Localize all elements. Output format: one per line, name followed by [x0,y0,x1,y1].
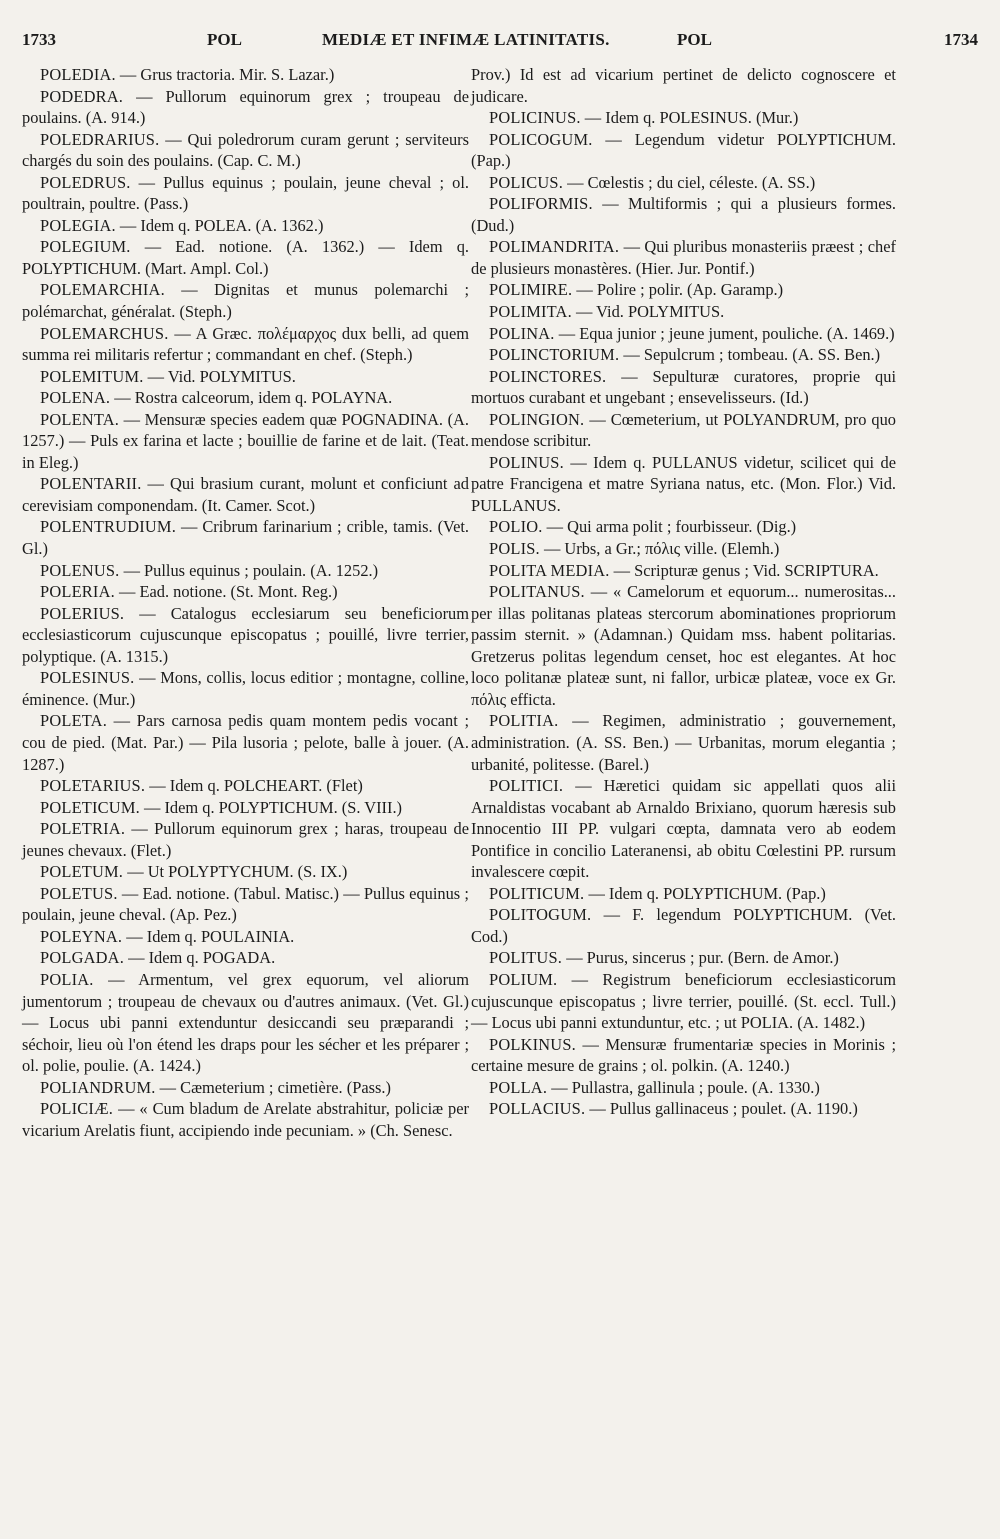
dictionary-entry [22,172,469,215]
dictionary-entry [22,516,469,559]
entry-definition: — Mons, collis, locus editior ; montagne, colline, éminence. (Mur.) [22,668,469,709]
entry-definition: — Pars carnosa pedis quam montem pedis vocant ; cou de pied. (Mat. Par.) — Pila lusoria ; pelote, balle à jouer. (A. 1287.) [22,711,469,774]
entry-definition: — Pullorum equinorum grex ; troupeau de poulains. (A. 914.) [22,86,469,128]
dictionary-entry [22,667,469,710]
left-guide-word: POL [207,30,242,49]
entry-definition: — Qui poledrorum curam gerunt ; serviteurs chargés du soin des poulains. (Cap. C. M.) [22,129,469,171]
dictionary-entry [471,366,896,409]
entry-headword: POLIS. [489,539,540,559]
entry-headword: POLITICUM. [489,883,585,903]
entry-definition: — Idem q. PULLANUS videtur, scilicet qui de patre Francigena et matre Syriana natus, etc. (Mon. Flor.) Vid. PULLANUS. [471,452,896,515]
entry-definition: — Qui arma polit ; fourbisseur. (Dig.) [542,517,797,537]
entry-headword: POLIO. [489,517,543,537]
entry-headword: POLICIÆ. [40,1099,114,1119]
dictionary-entry [22,861,469,883]
entry-definition: — Idem q. POLCHEART. (Flet) [145,776,363,796]
entry-headword: POLKINUS. [489,1034,576,1054]
entry-definition: — Ead. notione. (A. 1362.) — Idem q. POLYPTICHUM. (Mart. Ampl. Col.) [22,237,469,278]
dictionary-entry [22,236,469,279]
entry-definition: — Cribrum farinarium ; crible, tamis. (Vet. Gl.) [22,517,469,559]
entry-definition: — Catalogus ecclesiarum seu beneficiorum ecclesiasticorum cujuscunque episcopatus ; pouillé, livre terrier, polyptique. (A. 1315.) [22,603,469,666]
entry-definition: — Idem q. POLYPTICHUM. (Pap.) [584,883,826,903]
entry-definition: — Urbs, a Gr.; πόλις ville. (Elemh.) [539,539,780,559]
dictionary-entry [471,775,896,883]
running-header [22,30,978,58]
left-column [22,64,469,1141]
dictionary-entry [22,1098,469,1141]
dictionary-entry [471,107,896,129]
dictionary-entry [22,560,469,582]
dictionary-entry [22,387,469,409]
entry-definition: — Dignitas et munus polemarchi ; polémarchat, généralat. (Steph.) [22,280,469,322]
dictionary-entry [22,86,469,129]
left-column-number: 1733 [22,30,56,49]
entry-headword: POLENTA. [40,409,120,429]
dictionary-entry [22,797,469,819]
dictionary-entry [22,323,469,366]
entry-definition: — Cæmeterium ; cimetière. (Pass.) [155,1077,391,1097]
entry-definition: — F. legendum POLYPTICHUM. (Vet. Cod.) [471,905,896,946]
dictionary-entry [22,775,469,797]
entry-definition: — Pullus equinus ; poulain. (A. 1252.) [119,560,379,580]
entry-definition: — A Græc. πολέμαρχος dux belli, ad quem summa rei militaris refertur ; commandant en chef. (Steph.) [22,323,469,365]
dictionary-entry [471,1034,896,1077]
dictionary-entry [471,947,896,969]
dictionary-entry [471,409,896,452]
right-guide-word: POL [677,30,712,49]
entry-headword: POLENA. [40,388,111,408]
entry-headword: POLENTRUDIUM. [40,517,176,537]
entry-definition: — Pullus gallinaceus ; poulet. (A. 1190.) [585,1099,858,1119]
entry-definition: — Multiformis ; qui a plusieurs formes. (Dud.) [471,194,896,235]
dictionary-entry [471,883,896,905]
entry-headword: POLIFORMIS. [489,194,593,214]
dictionary-entry [22,926,469,948]
right-column [471,64,896,1120]
dictionary-entry [471,172,896,194]
dictionary-entry [471,64,896,107]
dictionary-entry [471,129,896,172]
entry-definition: — Qui pluribus monasteriis præest ; chef de plusieurs monastères. (Hier. Jur. Pontif.) [471,237,896,278]
entry-headword: POLICOGUM. [489,129,593,149]
entry-definition: — Registrum beneficiorum ecclesiasticorum cujuscunque episcopatus ; livre terrier, pouillé. (St. eccl. Tull.) — Locus ubi panni extunduntur, etc. ; ut POLIA. (A. 1482.) [471,969,896,1033]
entry-definition: — Pullus equinus ; poulain, jeune cheval ; ol. poultrain, poultre. (Pass.) [22,172,469,214]
entry-definition: — Idem q. POULAINIA. [122,926,295,946]
entry-definition: — Armentum, vel grex equorum, vel aliorum jumentorum ; troupeau de chevaux ou d'autres animaux. (Vet. Gl.) — Locus ubi panni extenduntur desiccandi seu præparandi ; séchoir, lieu où l'on étend les draps pour les sécher et les préparer ; ol. polie, poulie. (A. 1424.) [22,969,469,1076]
dictionary-entry [471,904,896,947]
entry-headword: POLITUS. [489,948,563,968]
dictionary-entry [471,193,896,236]
entry-headword: POLINCTORES. [489,366,607,386]
dictionary-entry [22,883,469,926]
entry-definition: — Equa junior ; jeune jument, pouliche. (A. 1469.) [554,323,895,343]
entry-definition: — Vid. POLYMITUS. [571,302,725,322]
dictionary-entry [471,969,896,1034]
entry-definition: — Rostra calceorum, idem q. POLAYNA. [110,388,393,408]
entry-headword: PODEDRA. [40,86,124,106]
dictionary-entry [471,301,896,323]
entry-headword: POLETRIA. [40,819,126,839]
entry-definition: — Regimen, administratio ; gouvernement, administration. (A. SS. Ben.) — Urbanitas, morum elegantia ; urbanité, politesse. (Barel.) [471,711,896,774]
entry-headword: POLIMIRE. [489,280,573,300]
dictionary-entry [22,473,469,516]
entry-headword: POLENTARII. [40,474,142,494]
entry-definition: — Idem q. POGADA. [124,948,276,968]
entry-headword: POLIA. [40,969,94,989]
entry-definition: — Hæretici quidam sic appellati quos alii Arnaldistas vocabant ab Arnaldo Brixiano, quorum hæresis sub Innocentio III PP. vulgari cœpta, damnata vero ab eodem Pontifice in concilio Lateranensi, ab obitu Cœlestini PP. rursum invalescere cœpit. [471,776,896,882]
entry-headword: POLERIUS. [40,603,125,623]
dictionary-entry [471,710,896,775]
entry-headword: POLITA MEDIA. [489,560,610,580]
dictionary-entry [22,279,469,322]
entry-headword: POLINGION. [489,409,585,429]
entry-headword: POLEMITUM. [40,366,144,386]
entry-headword: POLETA. [40,711,108,731]
dictionary-entry [22,603,469,668]
entry-headword: POLEMARCHUS. [40,323,169,343]
entry-definition: — Cœlestis ; du ciel, céleste. (A. SS.) [563,172,816,192]
dictionary-entry [471,279,896,301]
entry-headword: POLITANUS. [489,582,585,602]
entry-definition: — Sepulcrum ; tombeau. (A. SS. Ben.) [619,345,881,365]
dictionary-entry [471,344,896,366]
entry-headword: POLLA. [489,1077,548,1097]
entry-headword: POLETARIUS. [40,776,146,796]
entry-headword: POLLACIUS. [489,1099,586,1119]
entry-headword: POLIMITA. [489,302,572,322]
dictionary-entry [22,366,469,388]
entry-definition: — Idem q. POLEA. (A. 1362.) [115,215,324,235]
entry-definition: — Pullastra, gallinula ; poule. (A. 1330.) [547,1077,820,1097]
entry-definition: — Mensuræ frumentariæ species in Morinis ; certaine mesure de grains ; ol. polkin. (A. 1240.) [471,1034,896,1076]
page-title: MEDIÆ ET INFIMÆ LATINITATIS. [322,30,610,49]
dictionary-entry [471,516,896,538]
dictionary-entry [471,1077,896,1099]
entry-headword: POLINA. [489,323,555,343]
entry-headword: POLETUM. [40,862,124,882]
dictionary-entry [22,969,469,1077]
dictionary-entry [22,64,469,86]
entry-definition: — Grus tractoria. Mir. S. Lazar.) [115,65,335,84]
dictionary-entry [22,710,469,775]
entry-headword: POLEDIA. [40,65,116,84]
entry-headword: POLICUS. [489,172,564,192]
entry-headword: POLITIA. [489,711,559,731]
entry-definition: — Purus, sincerus ; pur. (Bern. de Amor.) [562,948,839,968]
entry-definition: — « Camelorum et equorum... numerositas... per illas politanas plateas stercorum abominationes propriorum passim sternit. » (Adamnan.) Quidam mss. habent politarias. Gretzerus politas legendum censet, hoc est elegantes. At hoc loco politanæ plateæ sunt, ni fallor, urbicæ plateæ, voce ex Gr. πόλις efficta. [471,582,896,709]
dictionary-entry [471,581,896,710]
entry-definition: — Scripturæ genus ; Vid. SCRIPTURA. [609,560,879,580]
dictionary-entry [471,538,896,560]
dictionary-entry [22,215,469,237]
entry-headword: POLETUS. [40,883,118,903]
entry-headword: POLICINUS. [489,108,581,128]
entry-definition: — Mensuræ species eadem quæ POGNADINA. (A. 1257.) — Puls ex farina et lacte ; bouillie de farine et de lait. (Teat. in Eleg.) [22,409,469,472]
entry-headword: POLIUM. [489,969,558,989]
dictionary-entry [22,409,469,474]
dictionary-entry [471,236,896,279]
entry-headword: POLIANDRUM. [40,1077,156,1097]
entry-headword: POLESINUS. [40,668,135,688]
entry-definition: — Polire ; polir. (Ap. Garamp.) [572,280,784,300]
entry-headword: POLETICUM. [40,797,140,817]
entry-definition: — Vid. POLYMITUS. [143,366,296,386]
entry-definition: — Ut POLYPTYCHUM. (S. IX.) [123,862,348,882]
entry-headword: POLEDRUS. [40,172,131,192]
dictionary-entry [22,581,469,603]
entry-headword: POLEYNA. [40,926,123,946]
dictionary-entry [22,1077,469,1099]
entry-headword: POLITOGUM. [489,905,592,925]
entry-definition: — Pullorum equinorum grex ; haras, troupeau de jeunes chevaux. (Flet.) [22,819,469,860]
entry-definition: — Ead. notione. (St. Mont. Reg.) [114,582,338,602]
right-column-number: 1734 [944,30,978,49]
dictionary-entry [471,452,896,517]
entry-definition: — « Cum bladum de Arelate abstrahitur, policiæ per vicarium Arelatis fiunt, accipiendo inde pecuniam. » (Ch. Senesc. [22,1099,469,1140]
entry-definition: — Sepulturæ curatores, proprie qui mortuos curabant et ungebant ; ensevelisseurs. (Id.) [471,366,896,408]
dictionary-entry [22,947,469,969]
entry-definition: Prov.) Id est ad vicarium pertinet de delicto cognoscere et judicare. [471,65,896,106]
dictionary-entry [471,1098,896,1120]
entry-headword: POLINUS. [489,452,564,472]
entry-definition: — Qui brasium curant, molunt et conficiunt ad cerevisiam componendam. (It. Camer. Scot.) [22,474,469,515]
entry-headword: POLGADA. [40,948,125,968]
entry-definition: — Ead. notione. (Tabul. Matisc.) — Pullus equinus ; poulain, jeune cheval. (Ap. Pez.) [22,883,469,925]
entry-definition: — Legendum videtur POLYPTICHUM. (Pap.) [471,129,896,171]
entry-headword: POLEDRARIUS. [40,129,160,149]
entry-headword: POLENUS. [40,560,120,580]
dictionary-entry [22,818,469,861]
entry-definition: — Idem q. POLESINUS. (Mur.) [580,108,799,128]
entry-definition: — Cœmeterium, ut POLYANDRUM, pro quo mendose scribitur. [471,409,896,451]
entry-headword: POLEGIUM. [40,237,131,257]
entry-headword: POLINCTORIUM. [489,345,620,365]
entry-headword: POLEGIA. [40,215,116,235]
entry-headword: POLIMANDRITA. [489,237,620,257]
entry-headword: POLITICI. [489,776,564,796]
dictionary-entry [471,323,896,345]
entry-headword: POLEMARCHIA. [40,280,165,300]
dictionary-entry [22,129,469,172]
dictionary-entry [471,560,896,582]
entry-definition: — Idem q. POLYPTICHUM. (S. VIII.) [139,797,403,817]
entry-headword: POLERIA. [40,582,115,602]
